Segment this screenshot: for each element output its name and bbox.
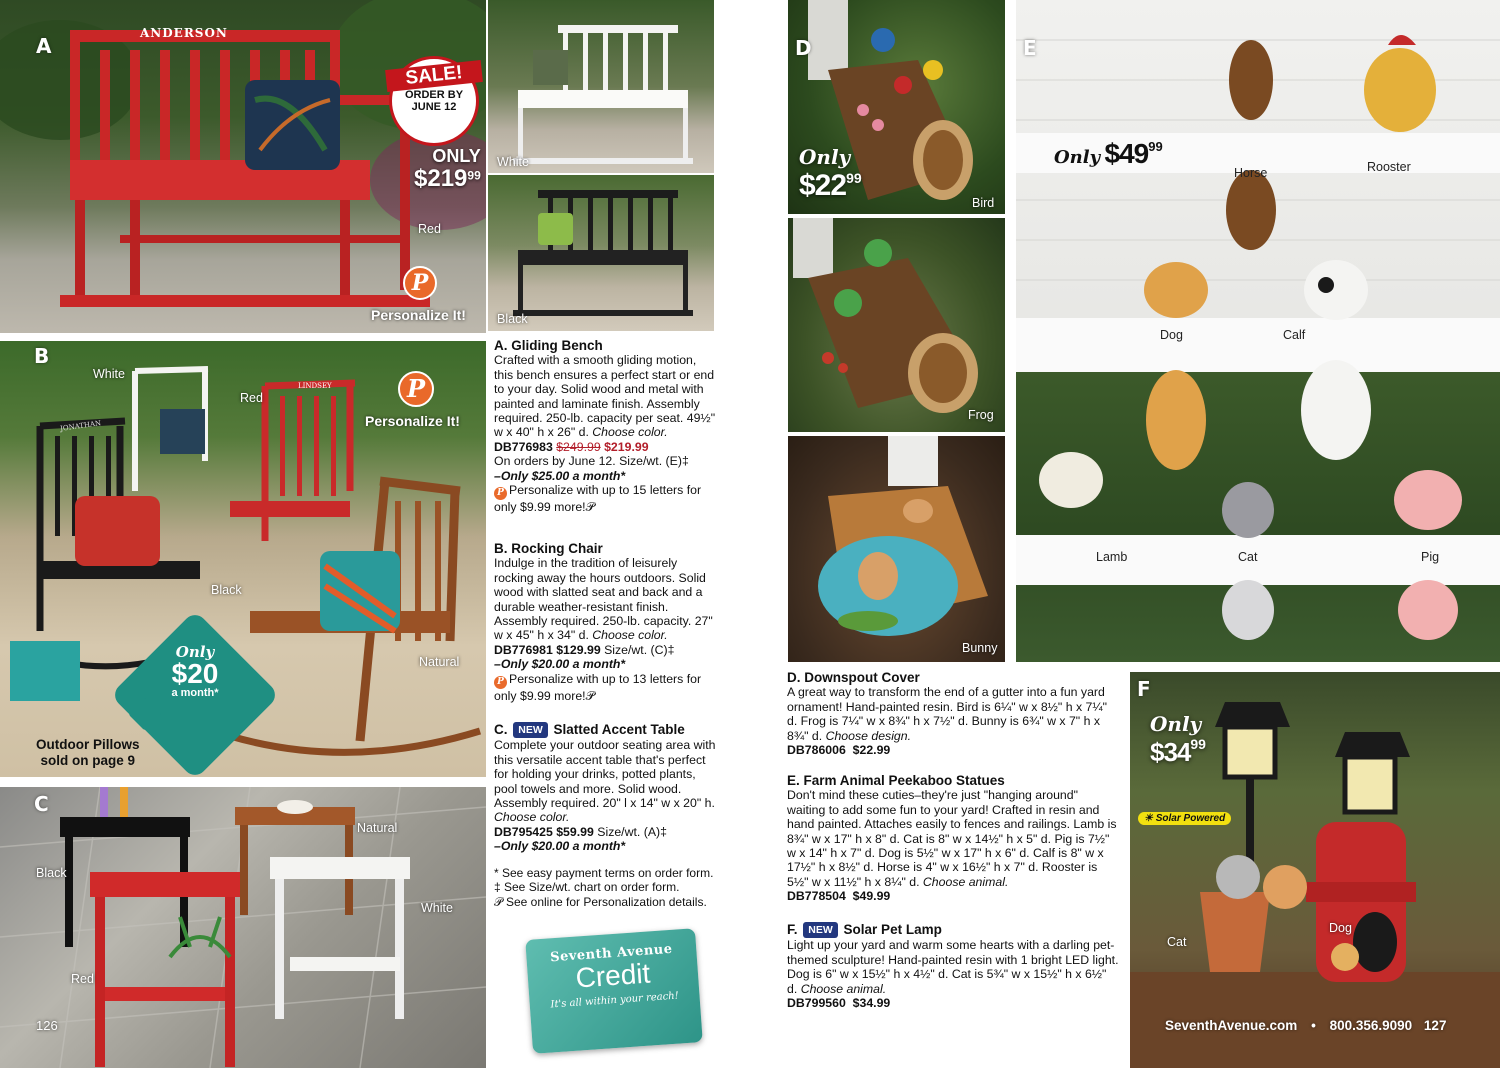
engraving-jonathan: JONATHAN <box>59 419 102 433</box>
monthly-price-value: $20 <box>171 658 219 689</box>
product-b-title: B. Rocking Chair <box>494 541 603 556</box>
sun-icon: ☀ <box>1144 813 1153 824</box>
downspout-frog-photo <box>788 218 1005 432</box>
monthly-price-text <box>135 643 255 699</box>
credit-card-line1: Seventh Avenue <box>549 941 673 966</box>
panel-letter-f: F <box>1137 677 1151 701</box>
accent-tables-illustration <box>0 787 486 1068</box>
footnote-2: ‡ See Size/wt. chart on order form. <box>494 880 680 895</box>
product-b-sku: DB776981 <box>494 642 553 657</box>
color-label-black-c: Black <box>36 866 67 880</box>
monthly-price-only: Only <box>175 643 215 661</box>
product-a-sku: DB776983 <box>494 439 553 454</box>
bench-price-callout <box>414 147 481 193</box>
animal-label-dog: Dog <box>1160 328 1183 342</box>
bench-black-illustration <box>488 175 714 331</box>
bench-price-only: ONLY <box>432 146 481 166</box>
product-e-title: E. Farm Animal Peekaboo Statues <box>787 773 1005 788</box>
product-e-choose: Choose animal. <box>922 874 1009 889</box>
product-c-description <box>494 722 716 854</box>
lamp-price-int: $34 <box>1150 737 1191 767</box>
sale-badge-line3: JUNE 12 <box>411 101 457 113</box>
product-f-sku: DB799560 <box>787 996 846 1011</box>
animal-label-horse: Horse <box>1234 166 1268 180</box>
product-e-price: $49.99 <box>852 889 891 904</box>
credit-card-tagline: It's all within your reach! <box>550 990 680 1011</box>
downspout-price-cents: 99 <box>846 170 862 186</box>
credit-card-line2: Credit <box>574 957 652 994</box>
solar-powered-label: Solar Powered <box>1155 813 1226 824</box>
product-b-body: Indulge in the tradition of leisurely rocking away the hours outdoors. Solid wood with slatted seat and back and a durable weather-resistant finish. Assembly required. 250-lb. capacity. 27" w x 45" h x 34" d. <box>494 556 713 643</box>
color-label-white-b: White <box>93 367 125 381</box>
product-a-body: Crafted with a smooth gliding motion, this bench ensures a perfect start or end to your day. Solid wood and metal with painted and laminate finish. Assembly required. 250-lb. capacity per seat. 49½" w x 40" h x 26" d. <box>494 353 716 440</box>
product-a-personalize-mark: 𝒫 <box>585 500 595 515</box>
color-label-red: Red <box>418 222 441 236</box>
product-a-choose: Choose color. <box>592 425 668 440</box>
statues-price-cents: 99 <box>1148 139 1163 154</box>
product-f-choose: Choose animal. <box>800 981 887 996</box>
product-a-title: A. Gliding Bench <box>494 338 603 353</box>
color-label-red-b: Red <box>240 391 263 405</box>
pillows-note-line1: Outdoor Pillows <box>36 737 140 752</box>
panel-letter-c: C <box>34 792 49 816</box>
downspout-bunny-illustration <box>788 436 1005 662</box>
product-a-old-price: $249.99 <box>556 439 601 454</box>
downspout-price-only: Only <box>799 145 851 169</box>
product-c-body: Complete your outdoor seating area with this versatile accent table that's perfect for holding your drinks, potted plants, pool towels and more. Solid wood. Assembly required. 20" l x 14" w x 20" h. <box>494 738 716 811</box>
downspout-price <box>799 145 862 203</box>
product-c-choose: Choose color. <box>494 810 570 825</box>
lamp-price-cents: 99 <box>1190 736 1206 752</box>
personalize-mini-icon-b: P <box>494 676 507 689</box>
personalize-label-a: Personalize It! <box>371 307 466 323</box>
new-badge-c: NEW <box>513 722 548 738</box>
bench-white-illustration <box>488 0 714 173</box>
lamp-price <box>1150 712 1206 768</box>
color-label-red-c: Red <box>71 972 94 986</box>
animal-label-rooster: Rooster <box>1367 160 1411 174</box>
bench-black-photo <box>488 175 714 331</box>
product-b-price: $129.99 <box>556 642 601 657</box>
design-label-bunny: Bunny <box>962 641 998 655</box>
footnotes <box>494 866 716 909</box>
design-label-frog: Frog <box>968 408 994 422</box>
color-label-natural-c: Natural <box>357 821 398 835</box>
accent-tables-photo <box>0 787 486 1068</box>
product-c-sku: DB795425 <box>494 824 553 839</box>
animal-label-pig: Pig <box>1421 550 1440 564</box>
page-number-right: 127 <box>1423 1018 1447 1033</box>
engraving-lindsey: LINDSEY <box>298 382 332 390</box>
color-label-black-a: Black <box>497 312 528 326</box>
color-label-white-c: White <box>421 901 453 915</box>
personalize-icon-letter: P <box>411 270 429 296</box>
footer-site[interactable]: SeventhAvenue.com <box>1165 1018 1298 1033</box>
animal-label-calf: Calf <box>1283 328 1306 342</box>
product-d-sku: DB786006 <box>787 743 846 758</box>
personalize-label-b: Personalize It! <box>365 413 460 429</box>
product-e-description <box>787 774 1119 904</box>
design-label-bird: Bird <box>972 196 995 210</box>
animal-label-lamb: Lamb <box>1096 550 1128 564</box>
product-d-choose: Choose design. <box>825 728 912 743</box>
product-a-personalize: Personalize with up to 15 letters for only $9.99 more! <box>494 483 702 515</box>
product-b-monthly: –Only $20.00 a month* <box>494 657 626 672</box>
product-f-letter: F. <box>787 922 798 937</box>
product-c-title: Slatted Accent Table <box>553 722 685 737</box>
solar-powered-badge <box>1138 812 1231 825</box>
product-d-title: D. Downspout Cover <box>787 670 920 685</box>
color-label-black-b: Black <box>211 583 242 597</box>
bench-price-cents: 99 <box>467 168 481 183</box>
product-f-description <box>787 922 1119 1010</box>
footer-contact <box>1165 1018 1446 1033</box>
lamp-price-only: Only <box>1150 712 1202 736</box>
product-c-monthly: –Only $20.00 a month* <box>494 839 626 854</box>
panel-letter-a: A <box>36 34 52 58</box>
product-d-description <box>787 671 1119 757</box>
statues-price-int: $49 <box>1104 138 1149 169</box>
statues-price <box>1054 138 1163 170</box>
pillows-note-line2: sold on page 9 <box>40 753 135 768</box>
personalize-icon <box>403 266 437 300</box>
monthly-price-sub: a month* <box>171 687 219 699</box>
sale-badge-title: SALE! <box>385 60 483 92</box>
product-b-personalize-mark: 𝒫 <box>585 688 595 703</box>
credit-card-graphic[interactable] <box>525 928 703 1054</box>
bench-white-photo <box>488 0 714 173</box>
page-number-left: 126 <box>36 1018 58 1033</box>
product-a-monthly: –Only $25.00 a month* <box>494 468 626 483</box>
animal-label-dog-f: Dog <box>1329 921 1352 935</box>
downspout-price-int: $22 <box>799 169 847 202</box>
new-badge-f: NEW <box>803 922 838 938</box>
product-d-price: $22.99 <box>852 743 891 758</box>
downspout-bunny-photo <box>788 436 1005 662</box>
product-a-description <box>494 339 716 514</box>
bench-price-int: $219 <box>414 165 468 192</box>
personalize-icon-b-letter: P <box>406 374 426 403</box>
animal-label-cat-f: Cat <box>1167 935 1187 949</box>
downspout-frog-illustration <box>788 218 1005 432</box>
sale-badge-line2: ORDER BY <box>404 89 464 101</box>
statues-price-only: Only <box>1054 147 1101 168</box>
footnote-1: * See easy payment terms on order form. <box>494 866 714 880</box>
product-e-sku: DB778504 <box>787 889 846 904</box>
pillows-note <box>36 737 140 769</box>
product-b-description <box>494 542 716 703</box>
animal-label-cat: Cat <box>1238 550 1258 564</box>
bench-engraving: ANDERSON <box>140 26 228 40</box>
product-f-price: $34.99 <box>852 996 891 1011</box>
color-label-natural-b: Natural <box>419 655 460 669</box>
product-a-sale-price: $219.99 <box>604 439 649 454</box>
product-a-order-note: On orders by June 12. Size/wt. (E)‡ <box>494 454 689 469</box>
panel-letter-d: D <box>795 36 812 60</box>
product-b-personalize: Personalize with up to 13 letters for only $9.99 more! <box>494 671 702 703</box>
product-f-body: Light up your yard and warm some hearts with a darling pet-themed sculpture! Hand-painted resin with 1 bright LED light. Dog is 6" w x 15½" h x 4½" d. Cat is 5¾" w x 15½" h x 6½" d. <box>787 938 1119 996</box>
product-b-choose: Choose color. <box>592 628 668 643</box>
product-d-body: A great way to transform the end of a gutter into a fun yard ornament! Hand-painted resin. Bird is 6¼" w x 8½" h x 7¼" d. Frog is 7¼" w x 8¾" h x 7½" d. Bunny is 6¾" w x 7" h x 8¾" d. <box>787 685 1107 743</box>
footer-bullet: • <box>1311 1018 1316 1033</box>
personalize-mini-icon-a: P <box>494 487 507 500</box>
panel-letter-b: B <box>34 344 50 368</box>
product-f-title: Solar Pet Lamp <box>843 922 942 937</box>
product-e-body: Don't mind these cuties–they're just "hanging around" waiting to add some fun to your yard! Crafted in resin and hand painted. Attaches easily to fences and railings. Lamb is 8¾" w x 17" h x 8" d. Cat is 8" w x 14½" h x 5" d. Pig is 7½" w x 14" h x 7" d. Dog is 5½" w x 17" h x 6" d. Calf is 8" w x 17½" h x 8½" d. Horse is 4" w x 16½" h x 7" d. Rooster is 5½" w x 11½" h x 8¼" d. <box>787 788 1117 889</box>
product-c-price: $59.99 <box>556 824 594 839</box>
sale-badge <box>389 56 479 146</box>
panel-letter-e: E <box>1023 36 1037 60</box>
product-b-size: Size/wt. (C)‡ <box>604 642 675 657</box>
product-c-letter: C. <box>494 722 508 737</box>
footer-phone[interactable]: 800.356.9090 <box>1329 1018 1413 1033</box>
product-c-size: Size/wt. (A)‡ <box>597 824 667 839</box>
color-label-white-a: White <box>497 155 529 169</box>
footnote-3: 𝒫 See online for Personalization details. <box>494 894 707 909</box>
personalize-icon-b <box>398 371 434 407</box>
